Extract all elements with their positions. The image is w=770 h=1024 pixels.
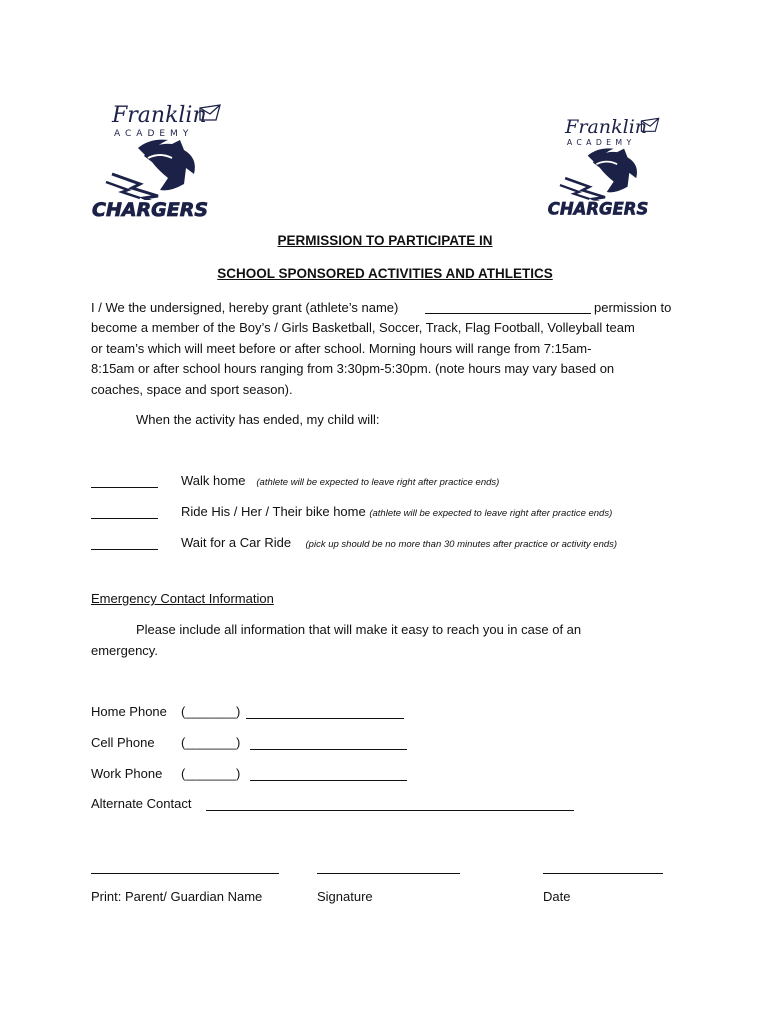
option-bike-blank[interactable] (91, 518, 158, 519)
alternate-contact-field[interactable] (206, 810, 574, 811)
emergency-instructions-1: Please include all information that will make it easy to reach you in case of an (136, 622, 582, 637)
alternate-contact-label: Alternate Contact (91, 796, 192, 811)
option-bike-label: Ride His / Her / Their bike home (athlete will be expected to leave right after practice ends) (181, 504, 613, 519)
cell-phone-field[interactable] (250, 749, 407, 750)
franklin-logo-right (542, 114, 668, 218)
date-label: Date (543, 889, 571, 904)
intro-line-1b: permission to (594, 300, 672, 315)
signature-field[interactable] (317, 873, 460, 874)
intro-line-1a: I / We the undersigned, hereby grant (athlete’s name) (91, 300, 399, 315)
signature-label: Signature (317, 889, 373, 904)
cell-phone-area-code[interactable]: (_______) (181, 735, 241, 750)
svg-text:CHARGERS: CHARGERS (92, 199, 209, 220)
intro-line-4: 8:15am or after school hours ranging from 3:30pm-5:30pm. (note hours may vary based on (91, 361, 615, 376)
home-phone-field[interactable] (246, 718, 404, 719)
intro-line-2: become a member of the Boy’s / Girls Basketball, Soccer, Track, Flag Football, Volleyball team (91, 320, 635, 335)
home-phone-area-code[interactable]: (_______) (181, 704, 241, 719)
print-name-field[interactable] (91, 873, 279, 874)
option-walk-blank[interactable] (91, 487, 158, 488)
work-phone-field[interactable] (250, 780, 407, 781)
work-phone-label: Work Phone (91, 766, 163, 781)
athlete-name-field[interactable] (425, 313, 591, 314)
ended-prompt: When the activity has ended, my child will: (136, 412, 380, 427)
option-car-label: Wait for a Car Ride (pick up should be no more than 30 minutes after practice or activity ends) (181, 535, 618, 550)
intro-line-3: or team’s which will meet before or after school. Morning hours will range from 7:15am- (91, 341, 592, 356)
svg-text:ACADEMY: ACADEMY (566, 138, 636, 148)
date-field[interactable] (543, 873, 663, 874)
svg-text:CHARGERS: CHARGERS (547, 199, 649, 218)
cell-phone-label: Cell Phone (91, 735, 155, 750)
title-line-1: PERMISSION TO PARTICIPATE IN (277, 233, 493, 248)
option-car-blank[interactable] (91, 549, 158, 550)
print-name-label: Print: Parent/ Guardian Name (91, 889, 263, 904)
svg-text:ACADEMY: ACADEMY (114, 129, 194, 139)
intro-line-5: coaches, space and sport season). (91, 382, 293, 397)
home-phone-label: Home Phone (91, 704, 167, 719)
emergency-instructions-2: emergency. (91, 643, 158, 658)
franklin-logo-left (88, 100, 228, 220)
title-line-2: SCHOOL SPONSORED ACTIVITIES AND ATHLETICS (217, 266, 553, 281)
option-walk-label: Walk home (athlete will be expected to leave right after practice ends) (181, 473, 500, 488)
svg-text:Franklin: Franklin (565, 116, 648, 139)
emergency-heading: Emergency Contact Information (91, 591, 274, 606)
work-phone-area-code[interactable]: (_______) (181, 766, 241, 781)
svg-text:Franklin: Franklin (112, 103, 207, 128)
